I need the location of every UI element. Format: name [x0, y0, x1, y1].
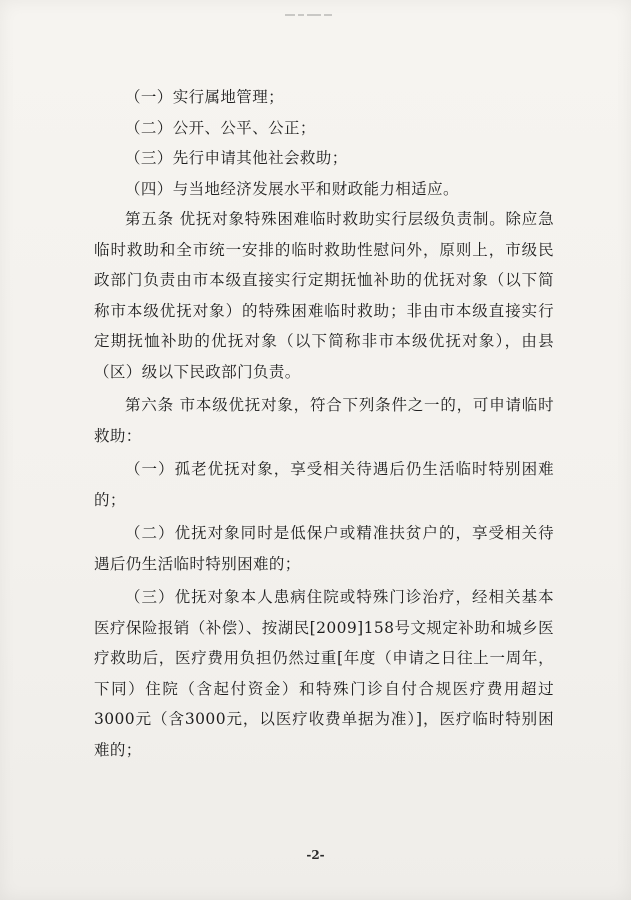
- principle-item-4: （四）与当地经济发展水平和财政能力相适应。: [125, 179, 459, 198]
- condition-item-1: （一）孤老优抚对象，享受相关待遇后仍生活临时特别困难的；: [94, 460, 554, 509]
- article-5-paragraph: 第五条 优抚对象特殊困难临时救助实行层级负责制。除应急临时救助和全市统一安排的临时救助性慰问外，原则上，市级民政部门负责由市本级直接实行定期抚恤补助的优抚对象（以下简称市本级优抚对象）的特殊困难临时救助；非由市本级直接实行定期抚恤补助的优抚对象（以下简称非市本级优抚对象），由县（区）级以下民政部门负责。: [94, 210, 554, 381]
- condition-item-2: （二）优抚对象同时是低保户或精准扶贫户的，享受相关待遇后仍生活临时特别困难的；: [94, 524, 554, 573]
- document-body: [94, 82, 554, 765]
- article-6-paragraph: 第六条 市本级优抚对象，符合下列条件之一的，可申请临时救助：: [94, 396, 554, 445]
- principle-item-3: （三）先行申请其他社会救助；: [125, 149, 348, 167]
- page-number: -2-: [306, 848, 325, 862]
- principle-item-2: （二）公开、公平、公正；: [125, 118, 316, 137]
- principle-item-1: （一）实行属地管理；: [125, 88, 285, 106]
- condition-item-3: （三）优抚对象本人患病住院或特殊门诊治疗，经相关基本医疗保险报销（补偿）、按湖民[2009]158号文规定补助和城乡医疗救助后，医疗费用负担仍然过重[年度（申请之日往上一周年，下同）住院（含起付资金）和特殊门诊自付合规医疗费用超过3000元（含3000元，以医疗收费单据为准）]，医疗临时特别困难的；: [94, 588, 554, 759]
- scan-artifact: [285, 4, 355, 18]
